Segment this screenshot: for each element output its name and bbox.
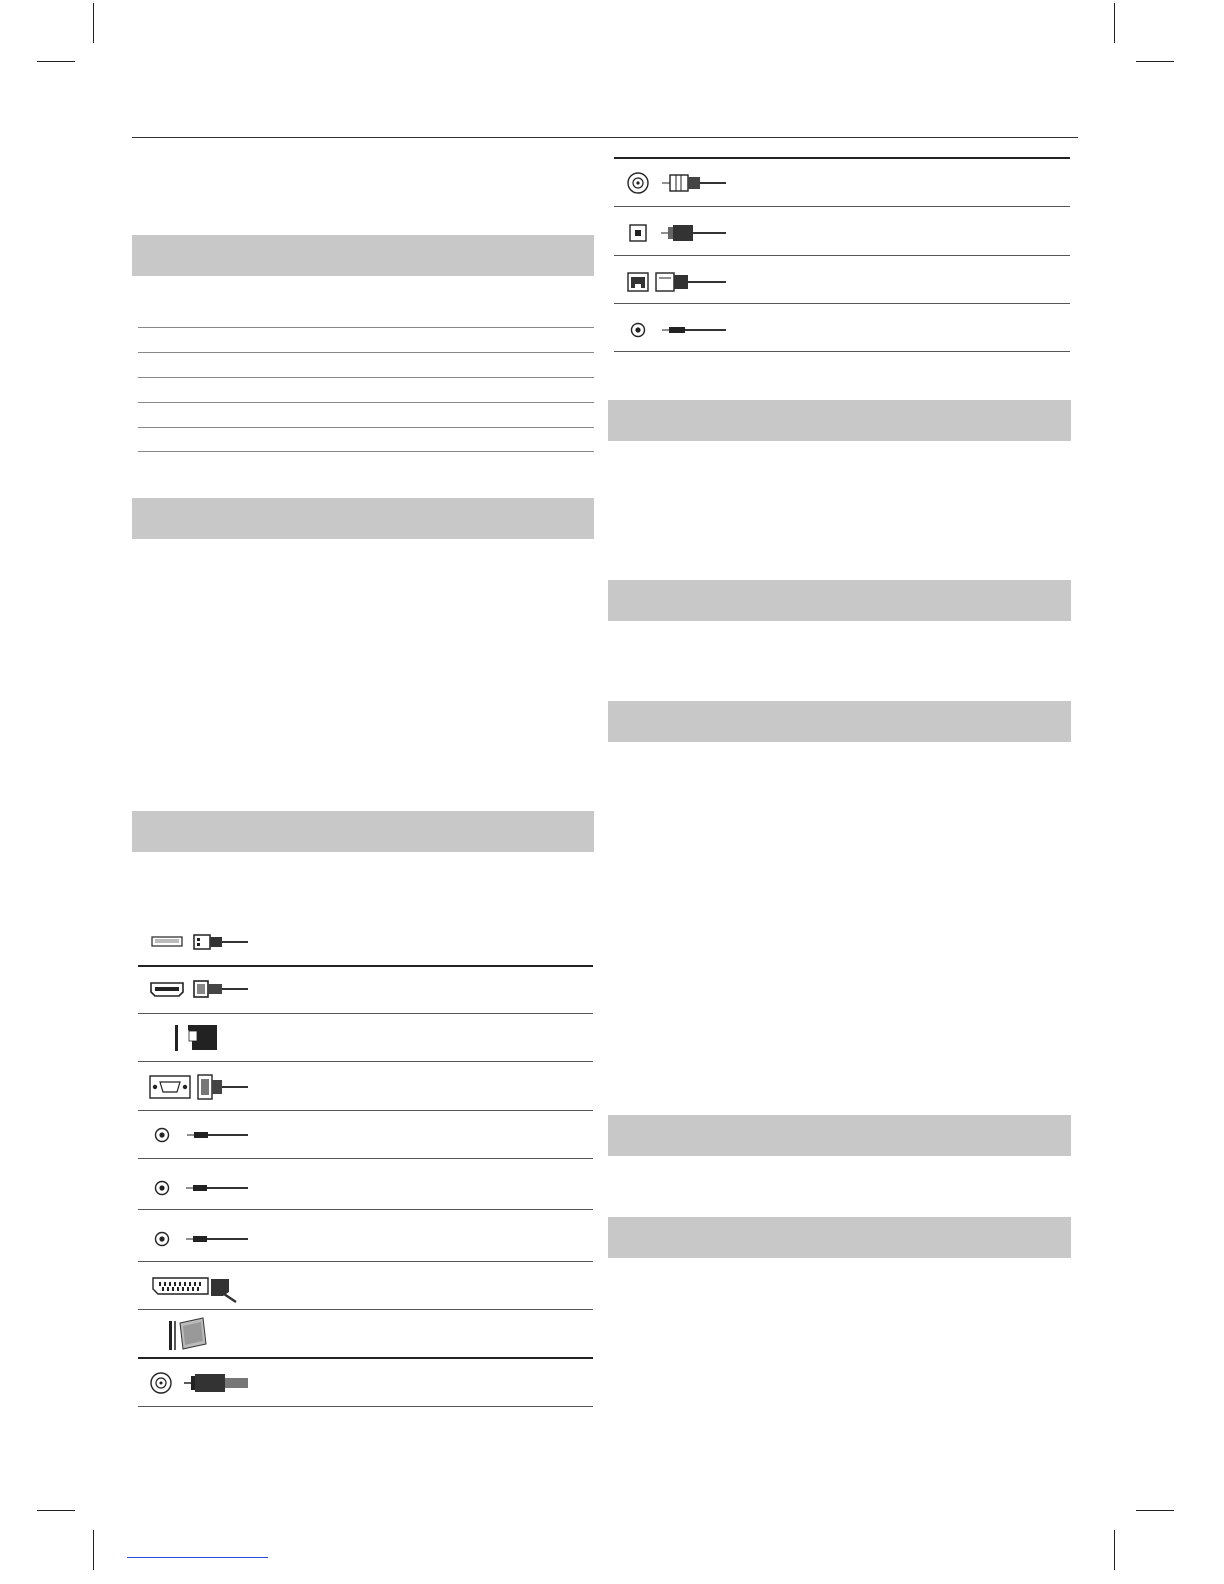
table-rule	[138, 451, 594, 452]
section-header-bar	[608, 580, 1071, 621]
scart-port-icon	[150, 1274, 245, 1308]
section-header-bar	[132, 235, 594, 276]
lan-port-icon	[624, 268, 728, 296]
table-rule	[138, 427, 594, 428]
table-rule	[138, 402, 594, 403]
crop-mark	[37, 1510, 75, 1511]
row-divider	[138, 1158, 593, 1159]
crop-mark	[93, 1530, 94, 1570]
footer-link-underline[interactable]	[127, 1557, 268, 1558]
crop-mark	[1136, 1510, 1174, 1511]
row-divider	[614, 206, 1070, 207]
coaxial-rca-port-icon	[624, 169, 728, 197]
optical-port-icon	[624, 220, 728, 246]
ci-card-slot-icon	[163, 1315, 213, 1355]
vga-port-icon	[148, 1072, 250, 1102]
rf-antenna-port-icon	[148, 1369, 250, 1397]
row-divider	[138, 1406, 593, 1407]
audio-jack-icon	[150, 1177, 250, 1199]
crop-mark	[37, 61, 75, 62]
row-divider	[614, 255, 1070, 256]
section-header-bar	[132, 498, 594, 539]
header-rule	[132, 137, 1078, 138]
table-rule	[138, 327, 594, 328]
hdmi-port-icon	[148, 977, 250, 1001]
row-divider	[138, 1013, 593, 1014]
sd-card-slot-icon	[170, 1022, 230, 1054]
usb-port-icon	[148, 930, 250, 954]
row-divider	[614, 157, 1070, 159]
table-rule	[138, 377, 594, 378]
section-header-bar	[132, 811, 594, 852]
section-header-bar	[608, 400, 1071, 441]
audio-jack-icon	[150, 1124, 250, 1146]
section-header-bar	[608, 1217, 1071, 1258]
row-divider	[138, 1357, 593, 1359]
crop-mark	[1114, 1530, 1115, 1570]
row-divider	[138, 1209, 593, 1210]
crop-mark	[93, 3, 94, 43]
crop-mark	[1114, 3, 1115, 43]
audio-jack-icon	[150, 1228, 250, 1250]
row-divider	[138, 1261, 593, 1262]
crop-mark	[1136, 61, 1174, 62]
row-divider	[614, 303, 1070, 304]
section-header-bar	[608, 1115, 1071, 1156]
section-header-bar	[608, 701, 1071, 742]
row-divider	[138, 1061, 593, 1062]
row-divider	[138, 1309, 593, 1310]
headphone-jack-icon	[624, 318, 728, 342]
table-rule	[138, 352, 594, 353]
row-divider	[138, 1110, 593, 1111]
row-divider	[614, 351, 1070, 352]
row-divider	[138, 965, 593, 967]
